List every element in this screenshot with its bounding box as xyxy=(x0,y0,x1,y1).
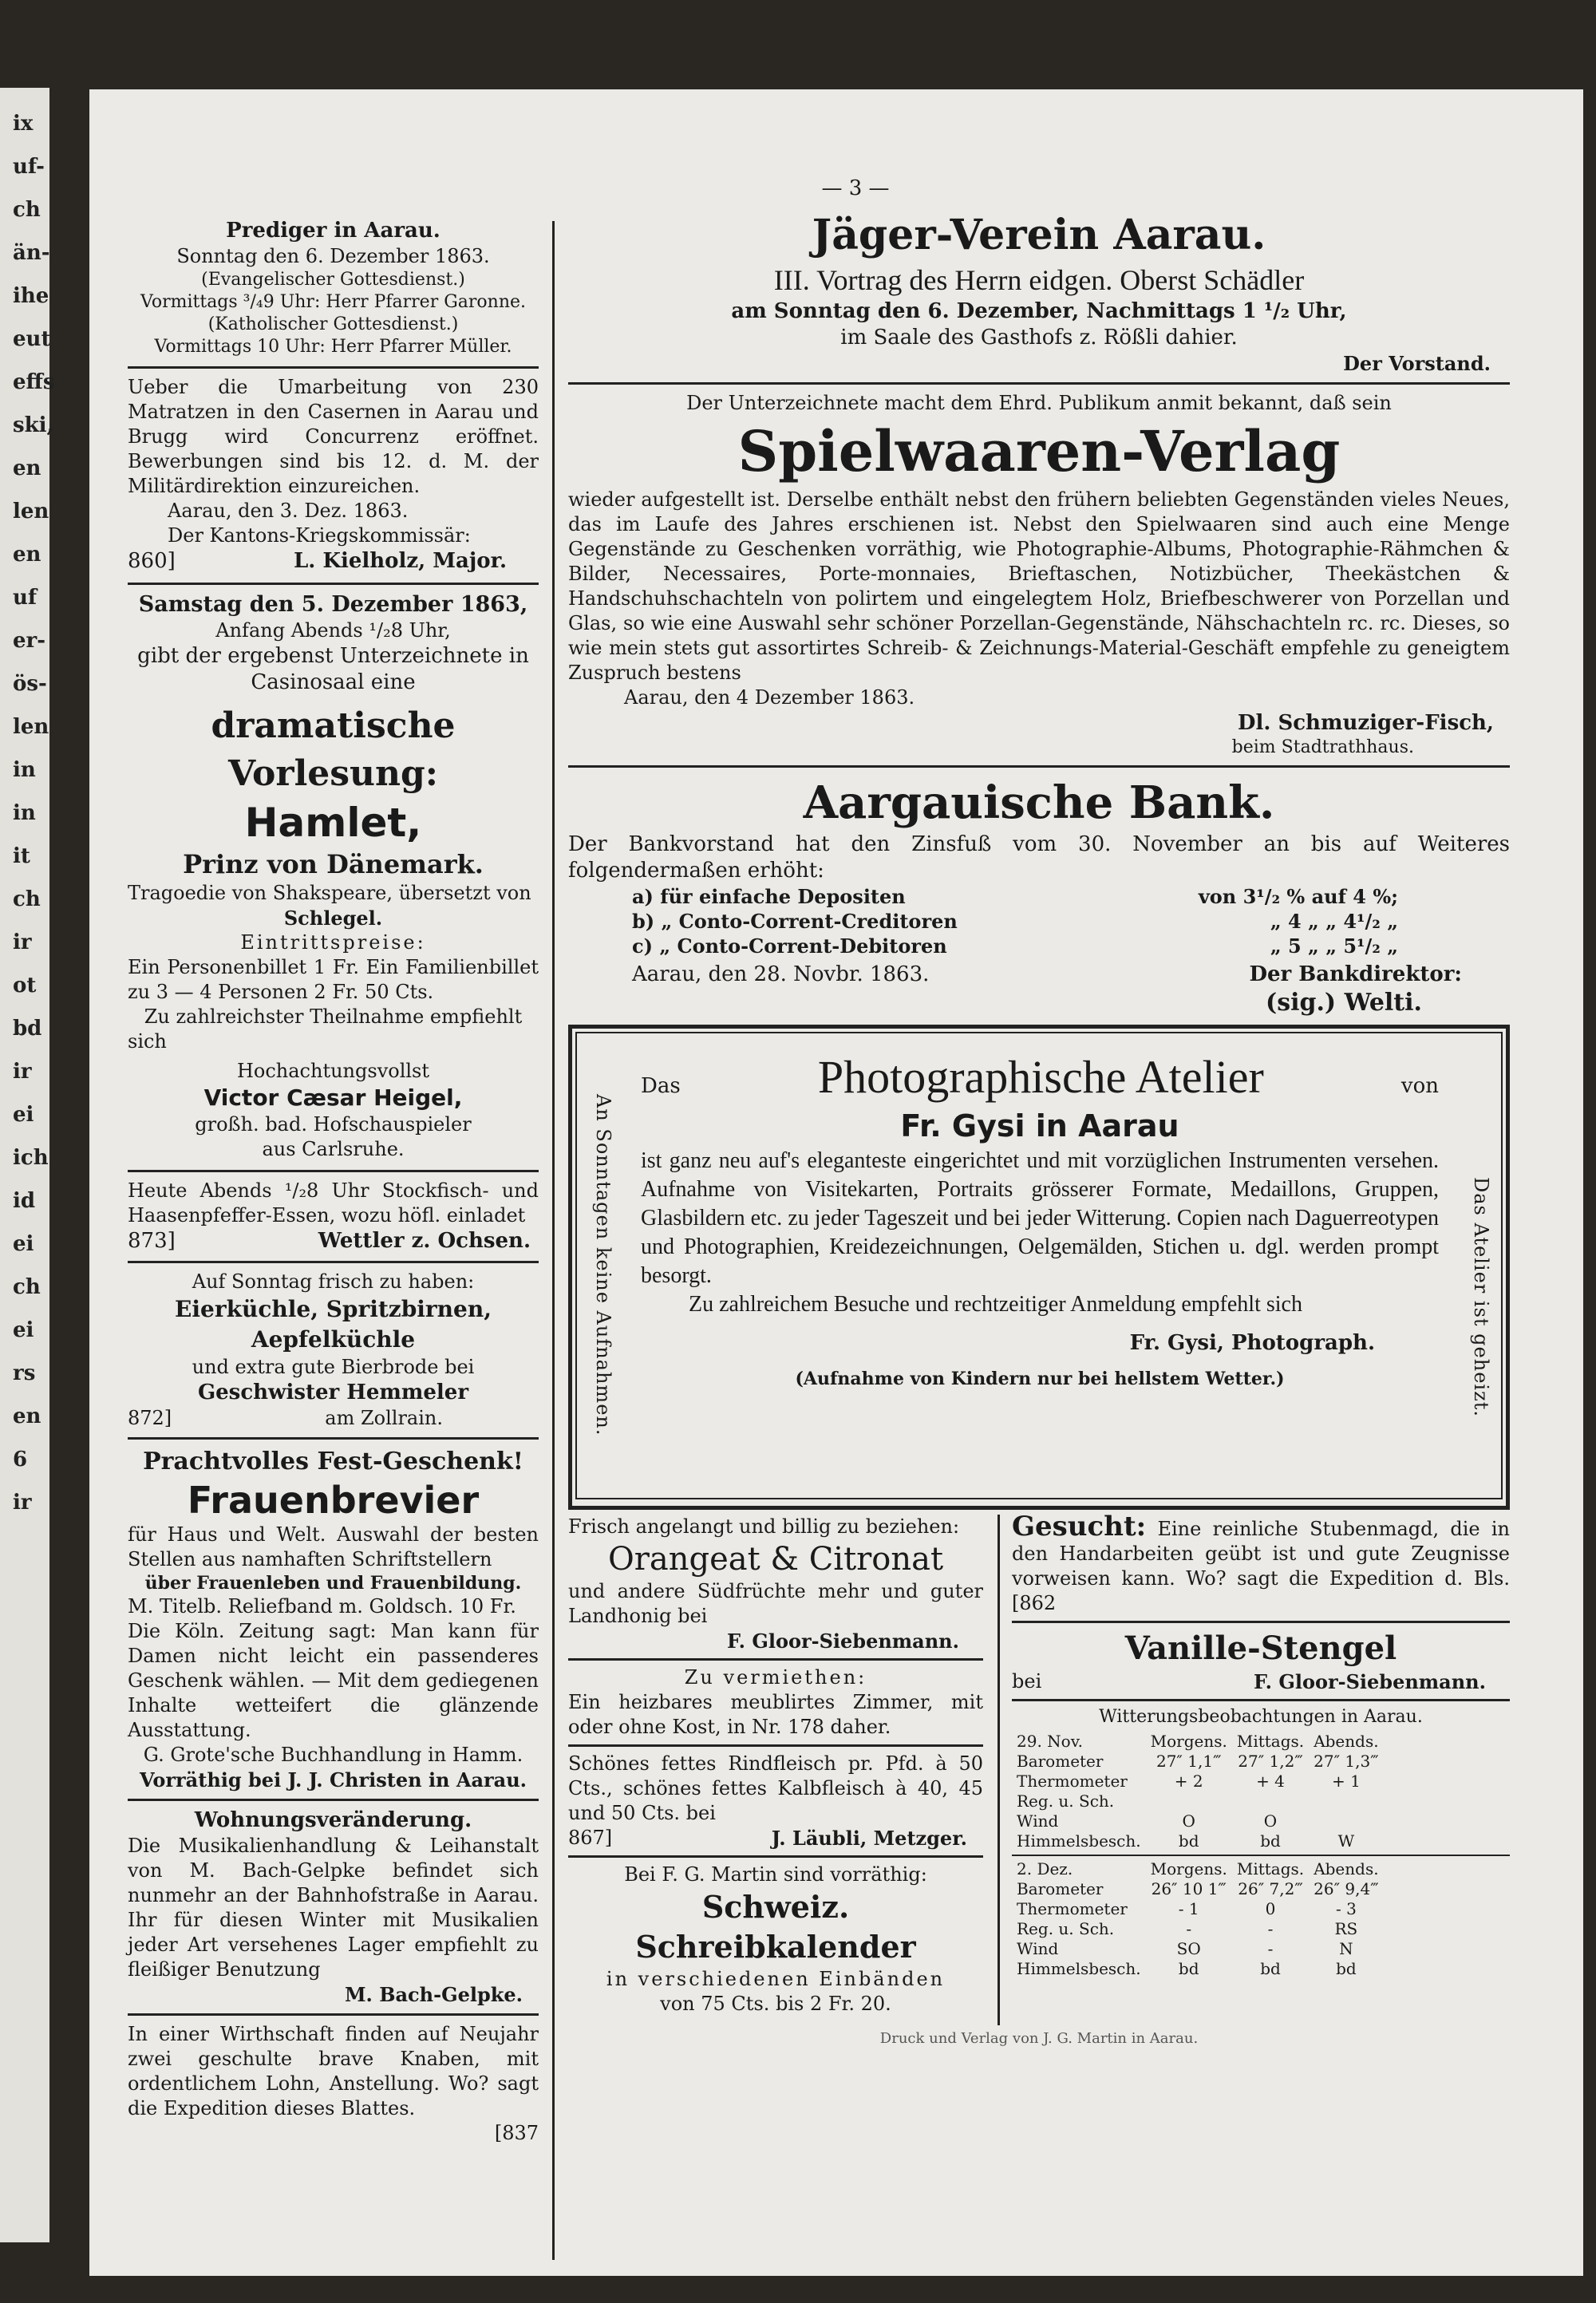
wohnung-text: Die Musikalienhandlung & Leihanstalt von M. Bach-Gelpke befindet sich nunmehr an der Bahnhofstraße in Aarau. Ihr für diesen Winter mit Musikalien jeder Art versehenes Lager empfiehlt zu fleißiger Benutzung xyxy=(128,1835,539,1981)
hamlet-empf: Zu zahlreichster Theilnahme empfiehlt xyxy=(144,1005,523,1028)
bank-rate-label: a) für einfache Depositen xyxy=(632,885,906,908)
fleisch-num: 867] xyxy=(568,1827,613,1849)
prediger-notice xyxy=(128,217,539,358)
weather-row xyxy=(1012,1939,1384,1959)
weather-value: RS xyxy=(1334,1919,1358,1938)
atelier-side-left: An Sonntagen keine Aufnahmen. xyxy=(592,1093,614,1436)
kalender-l3: von 75 Cts. bis 2 Fr. 20. xyxy=(660,1993,891,2015)
strip-fragment: len xyxy=(13,715,49,739)
weather-label: Wind xyxy=(1017,1811,1059,1831)
strip-fragment: en xyxy=(13,456,41,480)
strip-fragment: effs xyxy=(13,370,55,394)
brevier-notice xyxy=(128,1446,539,1792)
brevier-shop: G. Grote'sche Buchhandlung in Hamm. xyxy=(143,1744,523,1766)
strip-fragment: ös- xyxy=(13,672,47,696)
weather-value xyxy=(1146,1791,1232,1811)
divider xyxy=(568,1855,983,1858)
weather-value: bd xyxy=(1178,1831,1199,1851)
hemmeler-name: Geschwister Hemmeler xyxy=(197,1381,469,1404)
weather-table-1 xyxy=(1012,1732,1384,1851)
bank-sign: (sig.) Welti. xyxy=(1266,989,1422,1017)
hamlet-schlegel: Schlegel. xyxy=(283,907,383,930)
strip-fragment: ei xyxy=(13,1103,34,1127)
weather-date: 29. Nov. xyxy=(1017,1732,1083,1751)
divider xyxy=(568,765,1510,768)
matratzen-num: 860] xyxy=(128,549,176,573)
gesucht-text: Eine reinliche Stubenmagd, die in den Handarbeiten geübt ist und gute Zeugnisse vorweisen kann. Wo? sagt die Expedition d. Bls. xyxy=(1012,1518,1510,1590)
lower-block xyxy=(568,1511,1510,2025)
jaeger-title: Jäger-Verein Aarau. xyxy=(812,211,1266,259)
weather-row xyxy=(1012,1791,1384,1811)
spielwaaren-text: wieder aufgestellt ist. Derselbe enthält nebst den frühern beliebten Gegenständen vieles Neues, das im Laufe des Jahres erschienen ist. Nebst den Spielwaaren sind auch eine Menge Gegenstände zu Geschenken vorräthig, wie Photographie-Albums, Photographie-Rähmchen & Bilder, Necessaires, Porte-monnaies, Brieftaschen, Notizbücher, Theekästchen & Handschuhschachteln von polirtem und eingelegtem Holz, Briefbeschwerer von Porzellan und Glas, so wie eine Auswahl sehr schöner Porzellan-Gegenstände, Nähschachteln rc. rc. Dieses, so wie mein stets gut assortirtes Schreib- & Zeichnungs-Material-Geschäft empfehle zu geneigtem Zuspruch bestens xyxy=(568,488,1510,684)
hamlet-sub: Prinz von Dänemark. xyxy=(183,849,484,879)
brevier-koln: Die Köln. Zeitung sagt: Man kann für Damen nicht leicht ein passenderes Geschenk wählen. — Mit dem gediegenen Inhalte wetteifert die glänzende Ausstattung. xyxy=(128,1620,539,1741)
gesucht-head: Gesucht: xyxy=(1012,1511,1147,1543)
bank-rate-label: b) „ Conto-Corrent-Creditoren xyxy=(632,910,958,933)
weather-label: Wind xyxy=(1017,1939,1059,1958)
weather-value: 27″ 1,2‴ xyxy=(1238,1752,1303,1771)
jaeger-l1: III. Vortrag des Herrn eidgen. Oberst Schädler xyxy=(773,264,1305,296)
knaben-num: [837 xyxy=(494,2122,539,2144)
matratzen-sign: L. Kielholz, Major. xyxy=(293,549,507,573)
wohnung-sign: M. Bach-Gelpke. xyxy=(344,1983,523,2006)
bank-rate-label: c) „ Conto-Corrent-Debitoren xyxy=(632,934,947,958)
prediger-kath-time: Vormittags 10 Uhr: Herr Pfarrer Müller. xyxy=(154,337,512,357)
divider xyxy=(1012,1621,1510,1623)
jaeger-l3: im Saale des Gasthofs z. Rößli dahier. xyxy=(840,326,1238,350)
hamlet-date: Samstag den 5. Dezember 1863, xyxy=(138,592,528,617)
weather-value: - 1 xyxy=(1178,1899,1199,1918)
orangeat-title: Orangeat & Citronat xyxy=(607,1541,944,1578)
knaben-text: In einer Wirthschaft finden auf Neujahr zwei geschulte brave Knaben, mit ordentlichem Lohn, Anstellung. Wo? sagt die Expedition dieses Blattes. xyxy=(128,2023,539,2119)
hamlet-line4: Casinosaal eine xyxy=(251,670,416,694)
bank-rate-value: von 3¹/₂ % auf 4 %; xyxy=(1198,885,1398,908)
weather-value: bd xyxy=(1336,1959,1357,1978)
sub-divider xyxy=(998,1515,1000,2025)
brevier-title: Frauenbrevier xyxy=(187,1479,480,1522)
weather-col-head: Mittags. xyxy=(1236,1732,1305,1751)
brevier-price: M. Titelb. Reliefband m. Goldsch. 10 Fr. xyxy=(128,1595,516,1618)
matratzen-place: Aarau, den 3. Dez. 1863. xyxy=(168,500,409,522)
gesucht-num: [862 xyxy=(1012,1592,1057,1614)
hemmeler-l2: Eierküchle, Spritzbirnen, Aepfelküchle xyxy=(175,1296,492,1353)
weather-header-row xyxy=(1012,1859,1384,1879)
weather-value: + 1 xyxy=(1331,1772,1361,1791)
strip-fragment: bd xyxy=(13,1017,42,1041)
atelier-name: Fr. Gysi in Aarau xyxy=(900,1108,1179,1144)
bank-notice xyxy=(568,774,1510,1018)
strip-fragment: ir xyxy=(13,1060,32,1084)
brevier-l1: Prachtvolles Fest-Geschenk! xyxy=(143,1448,523,1475)
weather-row xyxy=(1012,1811,1384,1831)
strip-fragment: eut xyxy=(13,327,51,351)
strip-fragment: ot xyxy=(13,974,37,997)
kalender-l1: Bei F. G. Martin sind vorräthig: xyxy=(624,1863,927,1886)
divider xyxy=(568,1658,983,1661)
kalender-title: Schweiz. Schreibkalender xyxy=(635,1889,916,1965)
atelier-text2: Zu zahlreichem Besuche und rechtzeitiger Anmeldung empfehlt sich xyxy=(689,1292,1302,1317)
vanille-sign: F. Gloor-Siebenmann. xyxy=(1254,1670,1486,1693)
weather-row xyxy=(1012,1752,1384,1772)
strip-fragment: uf xyxy=(13,586,38,610)
strip-fragment: ir xyxy=(13,930,32,954)
atelier-title: Photographische Atelier xyxy=(817,1051,1264,1103)
weather-label: Thermometer xyxy=(1017,1899,1128,1918)
divider xyxy=(128,1261,539,1263)
orangeat-l1: Frisch angelangt und billig zu beziehen: xyxy=(568,1515,960,1538)
weather-value: 27″ 1,3‴ xyxy=(1314,1752,1379,1771)
bank-rate-row xyxy=(632,934,1398,958)
weather-col-head: Morgens. xyxy=(1150,1859,1227,1878)
weather-value: + 4 xyxy=(1256,1772,1285,1791)
orangeat-sign: F. Gloor-Siebenmann. xyxy=(727,1629,959,1653)
hamlet-hoch: Hochachtungsvollst xyxy=(236,1060,430,1082)
jaeger-l2: am Sonntag den 6. Dezember, Nachmittags 1 ¹/₂ Uhr, xyxy=(731,299,1347,323)
weather-value: bd xyxy=(1260,1831,1281,1851)
divider xyxy=(1012,1855,1510,1856)
weather-value: - xyxy=(1267,1939,1274,1958)
strip-fragment: in xyxy=(13,758,36,782)
ochsen-text: Heute Abends ¹/₂8 Uhr Stockfisch- und Haasenpfeffer-Essen, wozu höfl. einladet xyxy=(128,1179,539,1227)
strip-fragment: 6 xyxy=(13,1448,28,1471)
hamlet-heading: dramatische Vorlesung: xyxy=(211,705,456,794)
weather-col-head: Abends. xyxy=(1314,1859,1379,1878)
weather-value xyxy=(1232,1791,1309,1811)
fleisch-sign: J. Läubli, Metzger. xyxy=(771,1827,967,1850)
weather-value: + 2 xyxy=(1174,1772,1203,1791)
weather-label: Thermometer xyxy=(1017,1772,1128,1791)
fleisch-text: Schönes fettes Rindfleisch pr. Pfd. à 50 Cts., schönes fettes Kalbfleisch à 40, 45 und 50 Cts. bei xyxy=(568,1752,983,1824)
prediger-date: Sonntag den 6. Dezember 1863. xyxy=(176,245,490,267)
weather-value xyxy=(1309,1811,1383,1831)
hamlet-eintritt: Eintrittspreise: xyxy=(240,931,426,954)
weather-col-head: Morgens. xyxy=(1150,1732,1227,1751)
jaeger-sign: Der Vorstand. xyxy=(1343,352,1491,375)
hamlet-notice xyxy=(128,591,539,1162)
weather-value: 27″ 1,1‴ xyxy=(1156,1752,1222,1771)
hamlet-preise: Ein Personenbillet 1 Fr. Ein Familienbillet zu 3 — 4 Personen 2 Fr. 50 Cts. xyxy=(128,956,539,1003)
divider xyxy=(128,1170,539,1172)
hamlet-time: Anfang Abends ¹/₂8 Uhr, xyxy=(215,619,451,642)
divider xyxy=(1012,1699,1510,1701)
strip-fragment: ir xyxy=(13,1491,32,1515)
atelier-das: Das xyxy=(641,1074,681,1098)
weather-label: Barometer xyxy=(1017,1879,1104,1898)
strip-fragment: ski, xyxy=(13,413,54,437)
weather-header-row xyxy=(1012,1732,1384,1752)
weather-value: SO xyxy=(1176,1939,1201,1958)
adjacent-page-strip xyxy=(0,88,55,2242)
weather-value: bd xyxy=(1178,1959,1199,1978)
hamlet-title: Hamlet, xyxy=(244,800,422,846)
weather-value: 26″ 10 1‴ xyxy=(1151,1879,1227,1898)
weather-value: N xyxy=(1339,1939,1353,1958)
strip-fragment: ei xyxy=(13,1232,34,1256)
brevier-avail: Vorräthig bei J. J. Christen in Aarau. xyxy=(139,1768,527,1791)
prediger-title: Prediger in Aarau. xyxy=(226,219,440,243)
atelier-side-right: Das Atelier ist geheizt. xyxy=(1470,1176,1492,1417)
spielwaaren-addr: beim Stadtrathhaus. xyxy=(1231,737,1414,757)
strip-fragment: ei xyxy=(13,1318,34,1342)
weather-label: Himmelsbesch. xyxy=(1017,1959,1141,1978)
divider xyxy=(568,1744,983,1747)
wohnung-notice xyxy=(128,1807,539,2007)
hamlet-line3: gibt der ergebenst Unterzeichnete in xyxy=(137,644,529,668)
newspaper-page xyxy=(89,89,1583,2276)
strip-fragment: ch xyxy=(13,198,41,222)
strip-fragment: en xyxy=(13,543,41,567)
lower-left xyxy=(568,1515,983,2017)
bank-office: Der Bankdirektor: xyxy=(1249,962,1462,986)
weather-label: Reg. u. Sch. xyxy=(1017,1919,1115,1938)
bank-rate-row xyxy=(632,884,1398,909)
jaeger-notice xyxy=(568,209,1510,376)
ochsen-notice xyxy=(128,1179,539,1254)
weather-value: O xyxy=(1182,1811,1195,1831)
atelier-sign-row xyxy=(641,1330,1439,1357)
bank-rate-row xyxy=(632,909,1398,934)
divider xyxy=(128,2013,539,2016)
prediger-kath: (Katholischer Gottesdienst.) xyxy=(207,314,459,334)
divider xyxy=(128,1799,539,1801)
divider xyxy=(128,366,539,369)
strip-fragment: id xyxy=(13,1189,36,1213)
column-right xyxy=(568,209,1510,2048)
weather-value: - xyxy=(1186,1919,1192,1938)
lower-right xyxy=(1012,1511,1510,1979)
weather-label: Himmelsbesch. xyxy=(1017,1831,1141,1851)
prediger-ev: (Evangelischer Gottesdienst.) xyxy=(201,270,465,290)
page-number: — 3 — xyxy=(821,176,890,200)
weather-value: O xyxy=(1263,1811,1278,1831)
weather-value: bd xyxy=(1260,1959,1281,1978)
weather-value: - xyxy=(1267,1919,1274,1938)
strip-fragment: ihe xyxy=(13,284,49,308)
strip-fragment: ch xyxy=(13,1275,41,1299)
strip-fragment: it xyxy=(13,844,30,868)
weather-row xyxy=(1012,1899,1384,1919)
strip-fragment: ix xyxy=(13,112,34,136)
bank-title: Aargauische Bank. xyxy=(803,776,1275,829)
weather-value: - 3 xyxy=(1335,1899,1357,1918)
hamlet-from: aus Carlsruhe. xyxy=(262,1138,405,1160)
strip-fragment: ch xyxy=(13,887,41,911)
weather-value: 0 xyxy=(1265,1899,1276,1918)
weather-value: W xyxy=(1337,1831,1355,1851)
strip-fragment: len xyxy=(13,500,49,523)
weather-value: 26″ 9,4‴ xyxy=(1314,1879,1379,1898)
weather-row xyxy=(1012,1831,1384,1851)
weather-value xyxy=(1309,1791,1383,1811)
weather-row xyxy=(1012,1959,1384,1979)
strip-fragment: ich xyxy=(13,1146,49,1170)
ochsen-num: 873] xyxy=(128,1229,176,1253)
bank-rate-value: „ 4 „ „ 4¹/₂ „ xyxy=(1270,910,1398,933)
weather-row xyxy=(1012,1772,1384,1791)
weather-label: Reg. u. Sch. xyxy=(1017,1791,1115,1811)
strip-fragment: en xyxy=(13,1404,41,1428)
imprint: Druck und Verlag von J. G. Martin in Aarau. xyxy=(879,2030,1199,2047)
orangeat-l2: und andere Südfrüchte mehr und guter Landhonig bei xyxy=(568,1580,983,1627)
bank-place: Aarau, den 28. Novbr. 1863. xyxy=(632,962,930,986)
knaben-notice xyxy=(128,2022,539,2146)
gesucht-block xyxy=(1012,1511,1510,1616)
hemmeler-notice xyxy=(128,1270,539,1431)
brevier-sub: über Frauenleben und Frauenbildung. xyxy=(144,1573,522,1594)
spielwaaren-title: Spielwaaren-Verlag xyxy=(737,418,1341,484)
column-divider xyxy=(552,221,555,2260)
hamlet-role: großh. bad. Hofschauspieler xyxy=(195,1113,472,1136)
hemmeler-l3: und extra gute Bierbrode bei xyxy=(192,1356,475,1378)
brevier-text: für Haus und Welt. Auswahl der besten Stellen aus namhaften Schriftstellern xyxy=(128,1523,539,1570)
vanille-bei: bei xyxy=(1012,1670,1042,1693)
atelier-note: (Aufnahme von Kindern nur bei hellstem Wetter.) xyxy=(795,1369,1285,1389)
prediger-ev-time: Vormittags ³/₄9 Uhr: Herr Pfarrer Garonne. xyxy=(140,292,527,312)
weather-label: Barometer xyxy=(1017,1752,1104,1771)
atelier-text: ist ganz neu auf's eleganteste eingerichtet und mit vorzüglichen Instrumenten versehen. Aufnahme von Visitekarten, Portraits grösserer Formate, Medaillons, Gruppen, Glasbildern etc. zu jeder Tageszeit und bei jeder Witterung. Copien nach Daguerreotypen und Photographien, Kreidezeichnungen, Oelgemälden, Stichen u. dgl. werden prompt besorgt. xyxy=(641,1148,1439,1288)
strip-fragment: rs xyxy=(13,1361,36,1385)
weather-value: 26″ 7,2‴ xyxy=(1238,1879,1303,1898)
weather-row xyxy=(1012,1879,1384,1899)
matratzen-text: Ueber die Umarbeitung von 230 Matratzen in den Casernen in Aarau und Brugg wird Concurrenz eröffnet. Bewerbungen sind bis 12. d. M. der Militärdirektion einzureichen. xyxy=(128,376,539,497)
strip-fragment: in xyxy=(13,801,36,825)
spielwaaren-notice xyxy=(568,391,1510,759)
zimmer-text: Ein heizbares meublirtes Zimmer, mit oder ohne Kost, in Nr. 178 daher. xyxy=(568,1691,983,1738)
divider xyxy=(128,1437,539,1440)
matratzen-office: Der Kantons-Kriegskommissär: xyxy=(168,524,471,547)
hemmeler-num: 872] xyxy=(128,1407,172,1429)
spielwaaren-sign: Dl. Schmuziger-Fisch, xyxy=(1237,711,1494,735)
strip-fragment: er- xyxy=(13,629,46,653)
hamlet-sich: sich xyxy=(128,1030,167,1053)
ochsen-sign: Wettler z. Ochsen. xyxy=(318,1229,531,1253)
kalender-l2: in verschiedenen Einbänden xyxy=(606,1968,946,1990)
wetter-head: Witterungsbeobachtungen in Aarau. xyxy=(1099,1707,1423,1727)
weather-col-head: Abends. xyxy=(1314,1732,1379,1751)
bank-rate-list xyxy=(568,884,1510,958)
strip-fragment: uf- xyxy=(13,155,45,179)
weather-date: 2. Dez. xyxy=(1017,1859,1073,1878)
wohnung-head: Wohnungsveränderung. xyxy=(194,1808,472,1832)
matratzen-notice xyxy=(128,375,539,575)
hemmeler-l1: Auf Sonntag frisch zu haben: xyxy=(192,1270,475,1293)
atelier-von: von xyxy=(1400,1074,1439,1098)
vanille-title: Vanille-Stengel xyxy=(1124,1629,1397,1667)
weather-row xyxy=(1012,1919,1384,1939)
spielwaaren-intro: Der Unterzeichnete macht dem Ehrd. Publikum anmit bekannt, daß sein xyxy=(686,392,1392,414)
bank-text: Der Bankvorstand hat den Zinsfuß vom 30. November an bis auf Weiteres folgendermaßen erhöht: xyxy=(568,832,1510,883)
atelier-body xyxy=(641,1049,1439,1390)
bank-rate-value: „ 5 „ „ 5¹/₂ „ xyxy=(1270,934,1398,958)
spielwaaren-place: Aarau, den 4 Dezember 1863. xyxy=(624,686,915,709)
atelier-inner-frame xyxy=(575,1032,1503,1499)
weather-col-head: Mittags. xyxy=(1236,1859,1305,1878)
atelier-ad xyxy=(568,1025,1510,1510)
column-left xyxy=(128,217,539,2146)
divider xyxy=(568,382,1510,385)
hamlet-name: Victor Cæsar Heigel, xyxy=(203,1084,463,1111)
divider xyxy=(128,583,539,585)
hemmeler-loc: am Zollrain. xyxy=(325,1407,443,1429)
atelier-sign: Fr. Gysi, Photograph. xyxy=(1129,1331,1375,1355)
hamlet-trag: Tragoedie von Shakspeare, übersetzt von xyxy=(128,882,531,904)
strip-fragment: än- xyxy=(13,241,50,265)
zimmer-head: Zu vermiethen: xyxy=(684,1666,867,1689)
weather-table-2 xyxy=(1012,1859,1384,1979)
